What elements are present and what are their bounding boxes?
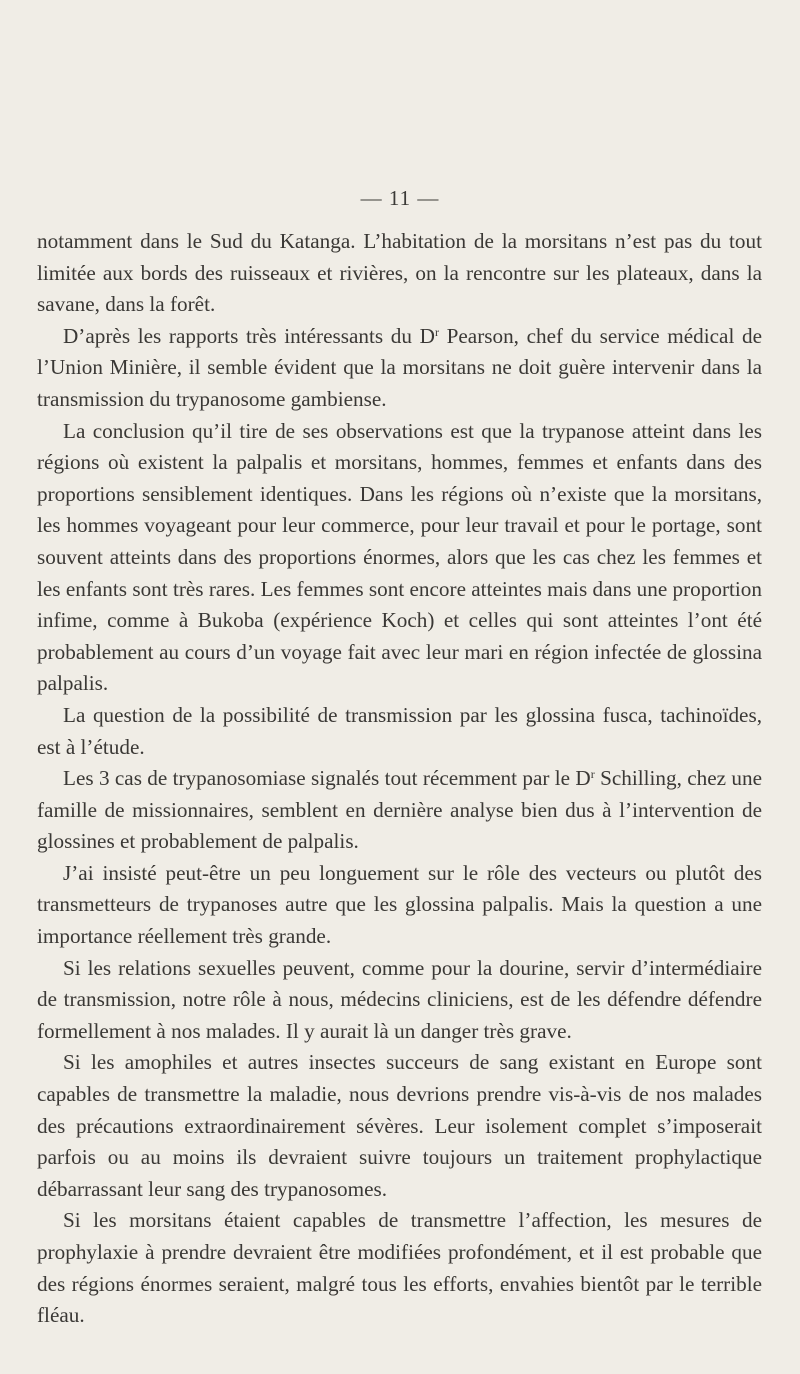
paragraph-schilling-text-end: Schilling, chez une famille de missionnaires, semblent en dernière analyse bien dus à l’intervention de glossines et probablement de palpalis. [37,766,762,854]
paragraph-relations: Si les relations sexuelles peuvent, comme pour la dourine, servir d’intermédiaire de transmission, notre rôle à nous, médecins cliniciens, est de les défendre défendre formellement à nos malades. Il y aurait là un danger très grave. [37,955,762,1043]
doctor-abbreviation-superscript: r [434,324,439,339]
body-text [37,226,762,1332]
paragraph-amophiles: Si les amophiles et autres insectes succeurs de sang existant en Europe sont capables de transmettre la maladie, nous devrions prendre vis-à-vis de nos malades des précautions extraordinairement sévères. Leur isolement complet s’imposerait parfois ou au moins ils devraient suivre toujours un traitement prophylactique débarrassant leur sang des trypanosomes. [37,1050,762,1201]
paragraph-continuation: notamment dans le Sud du Katanga. L’habitation de la morsitans n’est pas du tout limitée aux bords des ruisseaux et rivières, on la rencontre sur les plateaux, dans la savane, dans la forêt. [37,229,762,317]
paragraph-schilling-text-start: Les 3 cas de trypanosomiase signalés tout récemment par le D [63,766,591,791]
paragraph-pearson-text-end: Pearson, chef du service médical de l’Union Minière, il semble évident que la morsitans ne doit guère intervenir dans la transmission du trypanosome gambiense. [37,323,762,411]
paragraph-fusca: La question de la possibilité de transmission par les glossina fusca, tachinoïdes, est à l’étude. [37,702,762,759]
page-number: — 11 — [360,186,440,210]
paragraph-vecteurs: J’ai insisté peut-être un peu longuement sur le rôle des vecteurs ou plutôt des transmetteurs de trypanoses autre que les glossina palpalis. Mais la question a une importance réellement très grande. [37,860,762,949]
paragraph-morsitans: Si les morsitans étaient capables de transmettre l’affection, les mesures de prophylaxie à prendre devraient être modifiées profondément, et il est probable que des régions énormes seraient, malgré tous les efforts, envahies bientôt par le terrible fléau. [37,1208,762,1328]
doctor-abbreviation-superscript: r [590,767,595,782]
paragraph-pearson [37,321,762,416]
paragraph-schilling [37,763,762,858]
paragraph-conclusion: La conclusion qu’il tire de ses observations est que la trypanose atteint dans les régions où existent la palpalis et morsitans, hommes, femmes et enfants dans des proportions sensiblement identiques. Dans les régions où n’existe que la morsitans, les hommes voyageant pour leur commerce, pour leur travail et pour le portage, sont souvent atteints dans des proportions énormes, alors que les cas chez les femmes et les enfants sont très rares. Les femmes sont encore atteintes mais dans une proportion infime, comme à Bukoba (expérience Koch) et celles qui sont atteintes l’ont été probablement au cours d’un voyage fait avec leur mari en région infectée de glossina palpalis. [37,418,762,696]
paragraph-pearson-text-start: D’après les rapports très intéressants du D [63,323,435,348]
